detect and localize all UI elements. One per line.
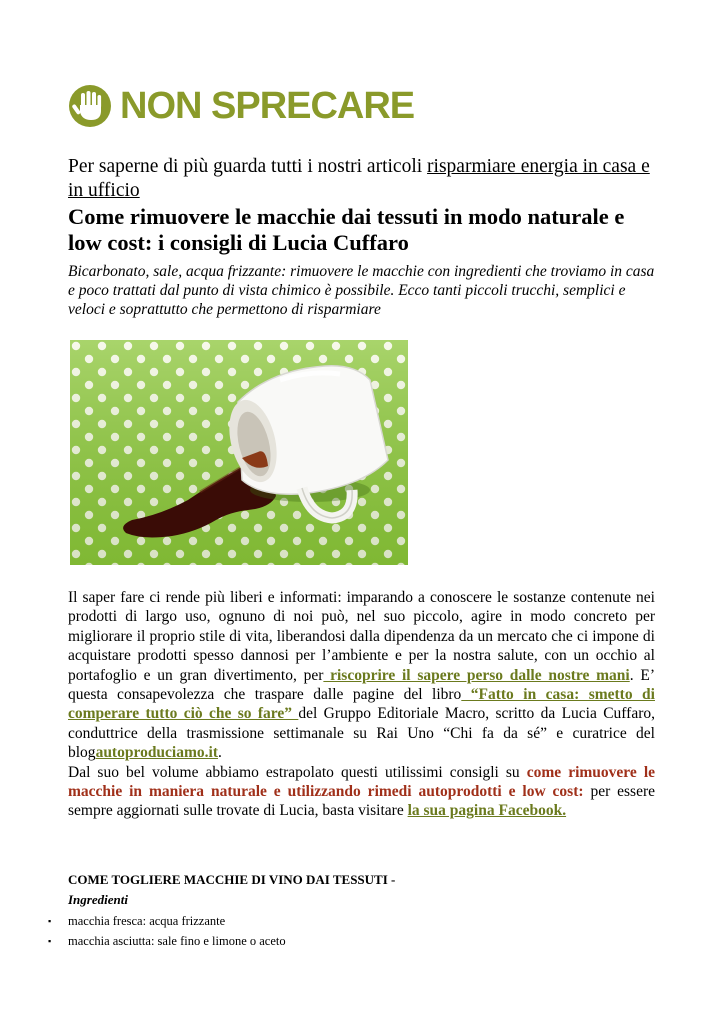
paragraph-1-text-c: del Gruppo Editoriale Macro, scritto da Lucia Cuffaro, conduttrice della trasmissione settimanale su Rai Uno “Chi fa da sé” e curatrice del blog [68, 705, 656, 762]
hand-icon [68, 84, 112, 128]
blog-link[interactable]: autoproduciamo.it [95, 744, 218, 762]
facebook-link[interactable]: la sua pagina Facebook. [407, 802, 567, 820]
ingredients-heading: Ingredienti [68, 892, 128, 907]
logo[interactable] [68, 83, 414, 129]
list-item-text: macchia fresca: acqua frizzante [68, 914, 226, 928]
paragraph-1-text-a: Il saper fare ci rende più liberi e informati: imparando a conoscere le sostanze contenute nei prodotti di largo uso, ognuno di noi può, nel suo piccolo, agire in modo concreto per migliorare il proprio stile di vita, liberandosi dalla dipendenza da un mercato che ci impone di acquistare prodotti spesso dannosi per l’ambiente e per la nostra salute, con un occhio al portafoglio e un gran divertimento, per [68, 589, 655, 684]
paragraph-2-text-b: per essere sempre aggiornati sulle trovate di Lucia, basta visitare [68, 783, 655, 820]
paragraph-2 [68, 763, 655, 821]
book-link[interactable]: “Fatto in casa: smetto di comperare tutto ciò che so fare” [68, 686, 655, 723]
list-item [48, 911, 286, 931]
riscoprire-link[interactable]: riscoprire il sapere perso dalle nostre mani [323, 666, 630, 684]
article-subtitle: Bicarbonato, sale, acqua frizzante: rimuovere le macchie con ingredienti che troviamo in casa e poco trattati dal punto di vista chimico è possibile. Ecco tanti piccoli trucchi, semplici e veloci e soprattutto che permettono di risparmiare [68, 263, 655, 318]
intro-text: Per saperne di più guarda tutti i nostri articoli [68, 156, 428, 177]
paragraph-2-text-a: Dal suo bel volume abbiamo estrapolato questi utilissimi consigli su [68, 763, 527, 781]
paragraph-1 [68, 588, 655, 763]
section-heading: COME TOGLIERE MACCHIE DI VINO DAI TESSUTI - [68, 872, 396, 887]
list-item-text: macchia asciutta: sale fino e limone o aceto [68, 934, 286, 948]
logo-text: NON SPRECARE [120, 85, 415, 127]
intro-line [68, 155, 658, 203]
paragraph-1-text-d: . [218, 744, 222, 762]
article-image [70, 340, 408, 565]
list-item [48, 931, 286, 951]
energy-saving-link[interactable]: risparmiare energia in casa e in ufficio [68, 156, 650, 201]
bullet-icon: ▪ [48, 916, 52, 926]
article-body [68, 588, 655, 821]
ingredients-list [48, 911, 286, 951]
bullet-icon: ▪ [48, 936, 52, 946]
article-title: Come rimuovere le macchie dai tessuti in modo naturale e low cost: i consigli di Lucia Cuffaro [68, 204, 625, 255]
highlight-text: come rimuovere le macchie in maniera naturale e utilizzando rimedi autoprodotti e low cost: [68, 763, 656, 801]
paragraph-1-text-b: . E’ questa consapevolezza che traspare dalle pagine del libro [68, 666, 655, 704]
